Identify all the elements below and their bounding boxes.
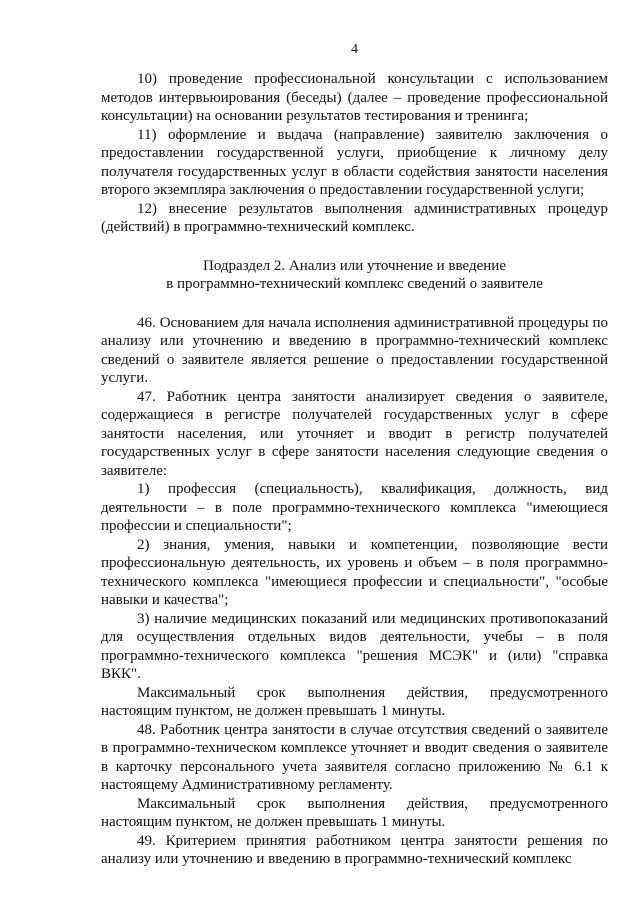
list-item-2: 2) знания, умения, навыки и компетенции, позволяющие вести профессиональную деятельность, их уровень и объем – в поля программно-технического комплекса "имеющиеся профессии и специальности", "особые навыки и качества";: [101, 536, 608, 608]
list-item-10: 10) проведение профессиональной консультации с использованием методов интервьюирования (беседы) (далее – проведение профессиональной консультации) на основании результатов тестирования и тренинга;: [101, 71, 608, 124]
subsection-title-line-1: Подраздел 2. Анализ или уточнение и введение: [203, 257, 506, 274]
list-item-12: 12) внесение результатов выполнения административных процедур (действий) в программно-технический комплекс.: [101, 200, 608, 235]
subsection-title-line-2: в программно-технический комплекс сведений о заявителе: [166, 276, 543, 292]
paragraph-47: 47. Работник центра занятости анализирует сведения о заявителе, содержащиеся в регистре получателей государственных услуг в сфере занятости населения, или уточняет и вводит в регистр получателей государственных услуг в сфере занятости населения следующие сведения о заявителе:: [101, 388, 608, 479]
paragraph-46: 46. Основанием для начала исполнения административной процедуры по анализу или уточнению и введению в программно-технический комплекс сведений о заявителе является решение о предоставлении государственной услуги.: [101, 314, 608, 386]
list-item-1: 1) профессия (специальность), квалификация, должность, вид деятельности – в поле программно-технического комплекса "имеющиеся профессии и специальности";: [101, 481, 608, 534]
page-number: 4: [351, 42, 358, 57]
list-item-3: 3) наличие медицинских показаний или медицинских противопоказаний для осуществления отдельных видов деятельности, учебы – в поля программно-технического комплекса "решения МСЭК" и (или) "справка ВКК".: [101, 610, 608, 682]
paragraph-48: 48. Работник центра занятости в случае отсутствия сведений о заявителе в программно-техническом комплексе уточняет и вводит сведения о заявителе в карточку персонального учета заявителя согласно приложению № 6.1 к настоящему Административному регламенту.: [101, 721, 608, 793]
max-time-note-47: Максимальный срок выполнения действия, предусмотренного настоящим пунктом, не должен превышать 1 минуты.: [101, 684, 608, 719]
paragraph-49: 49. Критерием принятия работником центра занятости решения по анализу или уточнению и введению в программно-технический комплекс: [101, 832, 608, 867]
subsection-title: [101, 257, 608, 294]
max-time-note-48: Максимальный срок выполнения действия, предусмотренного настоящим пунктом, не должен превышать 1 минуты.: [101, 795, 608, 830]
list-item-11: 11) оформление и выдача (направление) заявителю заключения о предоставлении государственной услуги, приобщение к личному делу получателя государственных услуг в области содействия занятости населения второго экземпляра заключения о предоставлении государственной услуги;: [101, 126, 608, 198]
